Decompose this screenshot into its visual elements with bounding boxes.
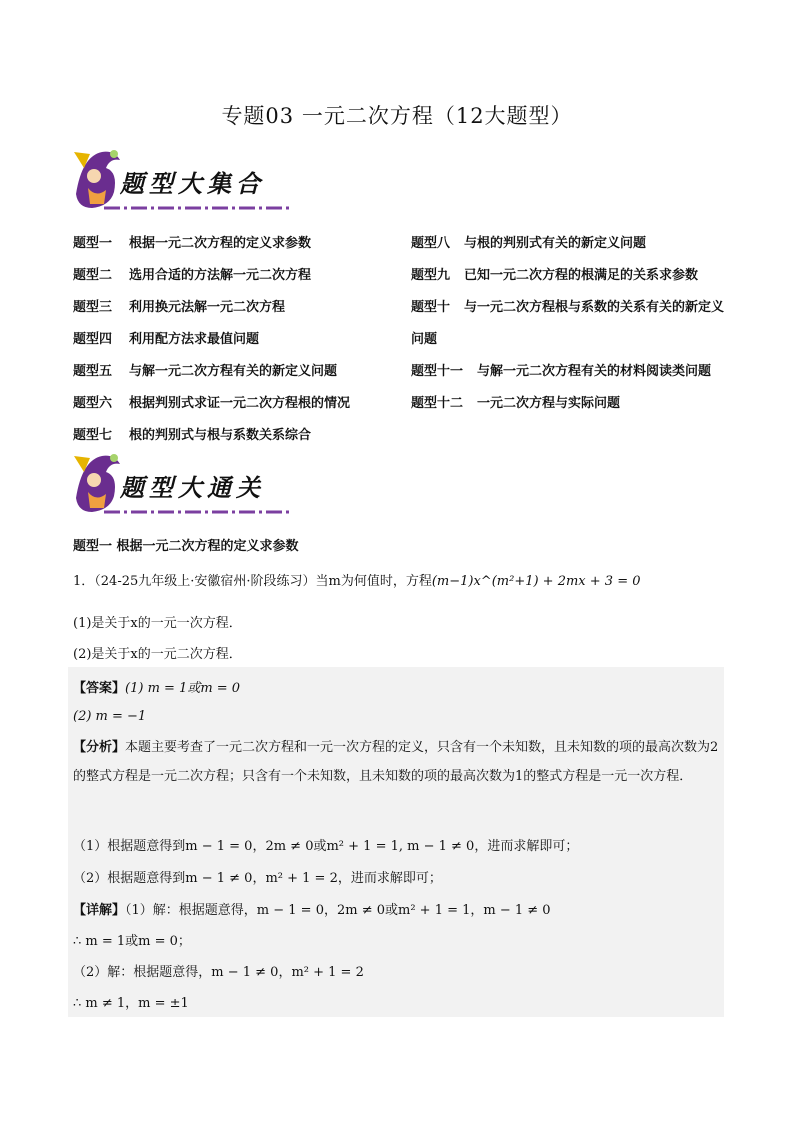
list-item: 题型三 利用换元法解一元二次方程 bbox=[73, 300, 286, 315]
answer-box bbox=[68, 667, 724, 1017]
list-item: 题型五 与解一元二次方程有关的新定义问题 bbox=[73, 364, 338, 379]
list-item: 题型十二 一元二次方程与实际问题 bbox=[411, 396, 621, 411]
answer-line-1: 【答案】(1) m = 1或m = 0 bbox=[73, 681, 241, 696]
list-item: 题型九 已知一元二次方程的根满足的关系求参数 bbox=[411, 268, 699, 283]
topic-list-right bbox=[411, 228, 733, 420]
list-item: 题型二 选用合适的方法解一元二次方程 bbox=[73, 268, 312, 283]
banner-title: 题型大集合 bbox=[120, 170, 265, 198]
detail-1: 【详解】（1）解：根据题意得，m − 1 = 0，2m ≠ 0或m² + 1 = 1，m − 1 ≠ 0 bbox=[73, 903, 551, 918]
answer-line-2: (2) m = −1 bbox=[73, 709, 147, 724]
list-item: 题型一 根据一元二次方程的定义求参数 bbox=[73, 236, 312, 251]
question-part-1: (1)是关于x的一元一次方程． bbox=[73, 616, 242, 631]
page-title: 专题03 一元二次方程（12大题型） bbox=[221, 104, 573, 128]
banner-topic-collection bbox=[70, 148, 300, 216]
banner-topic-practice bbox=[70, 452, 300, 520]
detail-4: ∴ m ≠ 1，m = ±1 bbox=[73, 996, 189, 1011]
detail-3: （2）解：根据题意得，m − 1 ≠ 0，m² + 1 = 2 bbox=[73, 965, 364, 980]
analysis-paragraph: 【分析】本题主要考查了一元二次方程和一元一次方程的定义，只含有一个未知数，且未知数的项的最高次数为2的整式方程是一元二次方程；只含有一个未知数，且未知数的项的最高次数为1的整式方程是一元一次方程． bbox=[73, 740, 719, 784]
list-item: 题型四 利用配方法求最值问题 bbox=[73, 332, 260, 347]
list-item: 题型十一 与解一元二次方程有关的材料阅读类问题 bbox=[411, 364, 712, 379]
banner-title: 题型大通关 bbox=[120, 474, 265, 502]
list-item: 题型六 根据判别式求证一元二次方程根的情况 bbox=[73, 396, 351, 411]
hint-2: （2）根据题意得到m − 1 ≠ 0，m² + 1 = 2，进而求解即可； bbox=[73, 871, 442, 886]
section-heading: 题型一 根据一元二次方程的定义求参数 bbox=[73, 539, 299, 554]
hint-1: （1）根据题意得到m − 1 = 0，2m ≠ 0或m² + 1 = 1, m − 1 ≠ 0，进而求解即可； bbox=[73, 839, 579, 854]
list-item: 题型七 根的判别式与根与系数关系综合 bbox=[73, 428, 312, 443]
question-part-2: (2)是关于x的一元二次方程． bbox=[73, 647, 242, 662]
question-stem: 1．（24-25九年级上·安徽宿州·阶段练习）当m为何值时，方程(m−1)x^(m²+1) + 2mx + 3 = 0 bbox=[73, 574, 641, 589]
topic-list-left bbox=[73, 228, 393, 452]
list-item: 题型八 与根的判别式有关的新定义问题 bbox=[411, 236, 647, 251]
detail-2: ∴ m = 1或m = 0； bbox=[73, 934, 191, 949]
list-item: 题型十 与一元二次方程根与系数的关系有关的新定义问题 bbox=[411, 300, 725, 347]
question-equation: (m−1)x^(m²+1) + 2mx + 3 = 0 bbox=[431, 574, 641, 589]
